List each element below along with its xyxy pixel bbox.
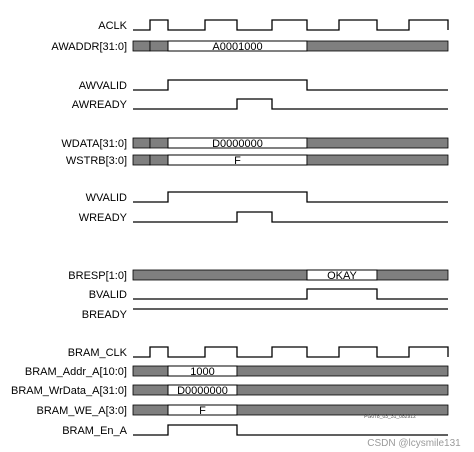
bram-we-a-label: BRAM_WE_A[3:0] (36, 405, 127, 417)
awaddr-undefined-segment (307, 41, 448, 51)
bvalid-trace (133, 289, 448, 299)
bresp-waveform (133, 270, 448, 282)
bram-wrdata-a-value: D0000000 (177, 385, 228, 397)
awaddr-undefined-segment (133, 41, 150, 51)
bram-we-a-value: F (199, 405, 206, 417)
bram-en-a-waveform (133, 425, 448, 435)
bram-clk-trace (133, 347, 448, 357)
watermark: CSDN @lcysmile131 (367, 438, 461, 449)
bram-en-a-trace (133, 425, 448, 435)
wdata-undefined-segment (307, 138, 448, 148)
wstrb-label: WSTRB[3:0] (65, 155, 127, 167)
wstrb-undefined-segment (307, 155, 448, 165)
bram-wrdata-a-label: BRAM_WrData_A[31:0] (11, 385, 127, 397)
bram-clk-label: BRAM_CLK (67, 347, 127, 359)
wready-waveform (133, 212, 448, 222)
awaddr-label: AWADDR[31:0] (51, 41, 127, 53)
bram-addr-a-waveform (133, 366, 448, 378)
aclk-waveform (133, 20, 448, 30)
bresp-label: BRESP[1:0] (68, 270, 127, 282)
wstrb-undefined-segment (133, 155, 150, 165)
awaddr-value: A0001000 (212, 41, 263, 53)
bram-clk-waveform (133, 347, 448, 357)
awready-waveform (133, 99, 448, 109)
awready-trace (133, 99, 448, 109)
bram-we-a-undefined-segment (237, 405, 448, 415)
bready-label: BREADY (81, 309, 127, 321)
wstrb-transition-segment (150, 155, 168, 165)
bram-addr-a-value: 1000 (190, 366, 215, 378)
bresp-undefined-segment (377, 270, 448, 280)
wready-label: WREADY (78, 212, 127, 224)
awvalid-waveform (133, 80, 448, 90)
bram-we-a-undefined-segment (133, 405, 168, 415)
bram-addr-a-undefined-segment (133, 366, 168, 376)
awvalid-trace (133, 80, 448, 90)
wdata-transition-segment (150, 138, 168, 148)
awaddr-transition-segment (150, 41, 168, 51)
awready-label: AWREADY (71, 99, 127, 111)
aclk-label: ACLK (98, 20, 127, 32)
bram-wrdata-a-undefined-segment (237, 385, 448, 395)
wdata-value: D0000000 (212, 138, 263, 150)
figure-reference: PG078_03_31_082912 (364, 414, 416, 420)
aclk-trace (133, 20, 448, 30)
bresp-undefined-segment (133, 270, 307, 280)
wvalid-trace (133, 192, 448, 202)
wdata-label: WDATA[31:0] (61, 138, 127, 150)
bvalid-waveform (133, 289, 448, 299)
wvalid-waveform (133, 192, 448, 202)
wvalid-label: WVALID (85, 192, 127, 204)
wready-trace (133, 212, 448, 222)
awaddr-waveform (133, 41, 448, 53)
bram-wrdata-a-undefined-segment (133, 385, 168, 395)
bresp-value: OKAY (327, 270, 357, 282)
bram-addr-a-undefined-segment (237, 366, 448, 376)
bram-addr-a-label: BRAM_Addr_A[10:0] (24, 366, 127, 378)
wdata-waveform (133, 138, 448, 150)
bram-en-a-label: BRAM_En_A (62, 425, 127, 437)
wstrb-value: F (234, 155, 241, 167)
awvalid-label: AWVALID (78, 80, 127, 92)
bram-wrdata-a-waveform (133, 385, 448, 397)
bvalid-label: BVALID (88, 289, 127, 301)
wdata-undefined-segment (133, 138, 150, 148)
wstrb-waveform (133, 155, 448, 167)
